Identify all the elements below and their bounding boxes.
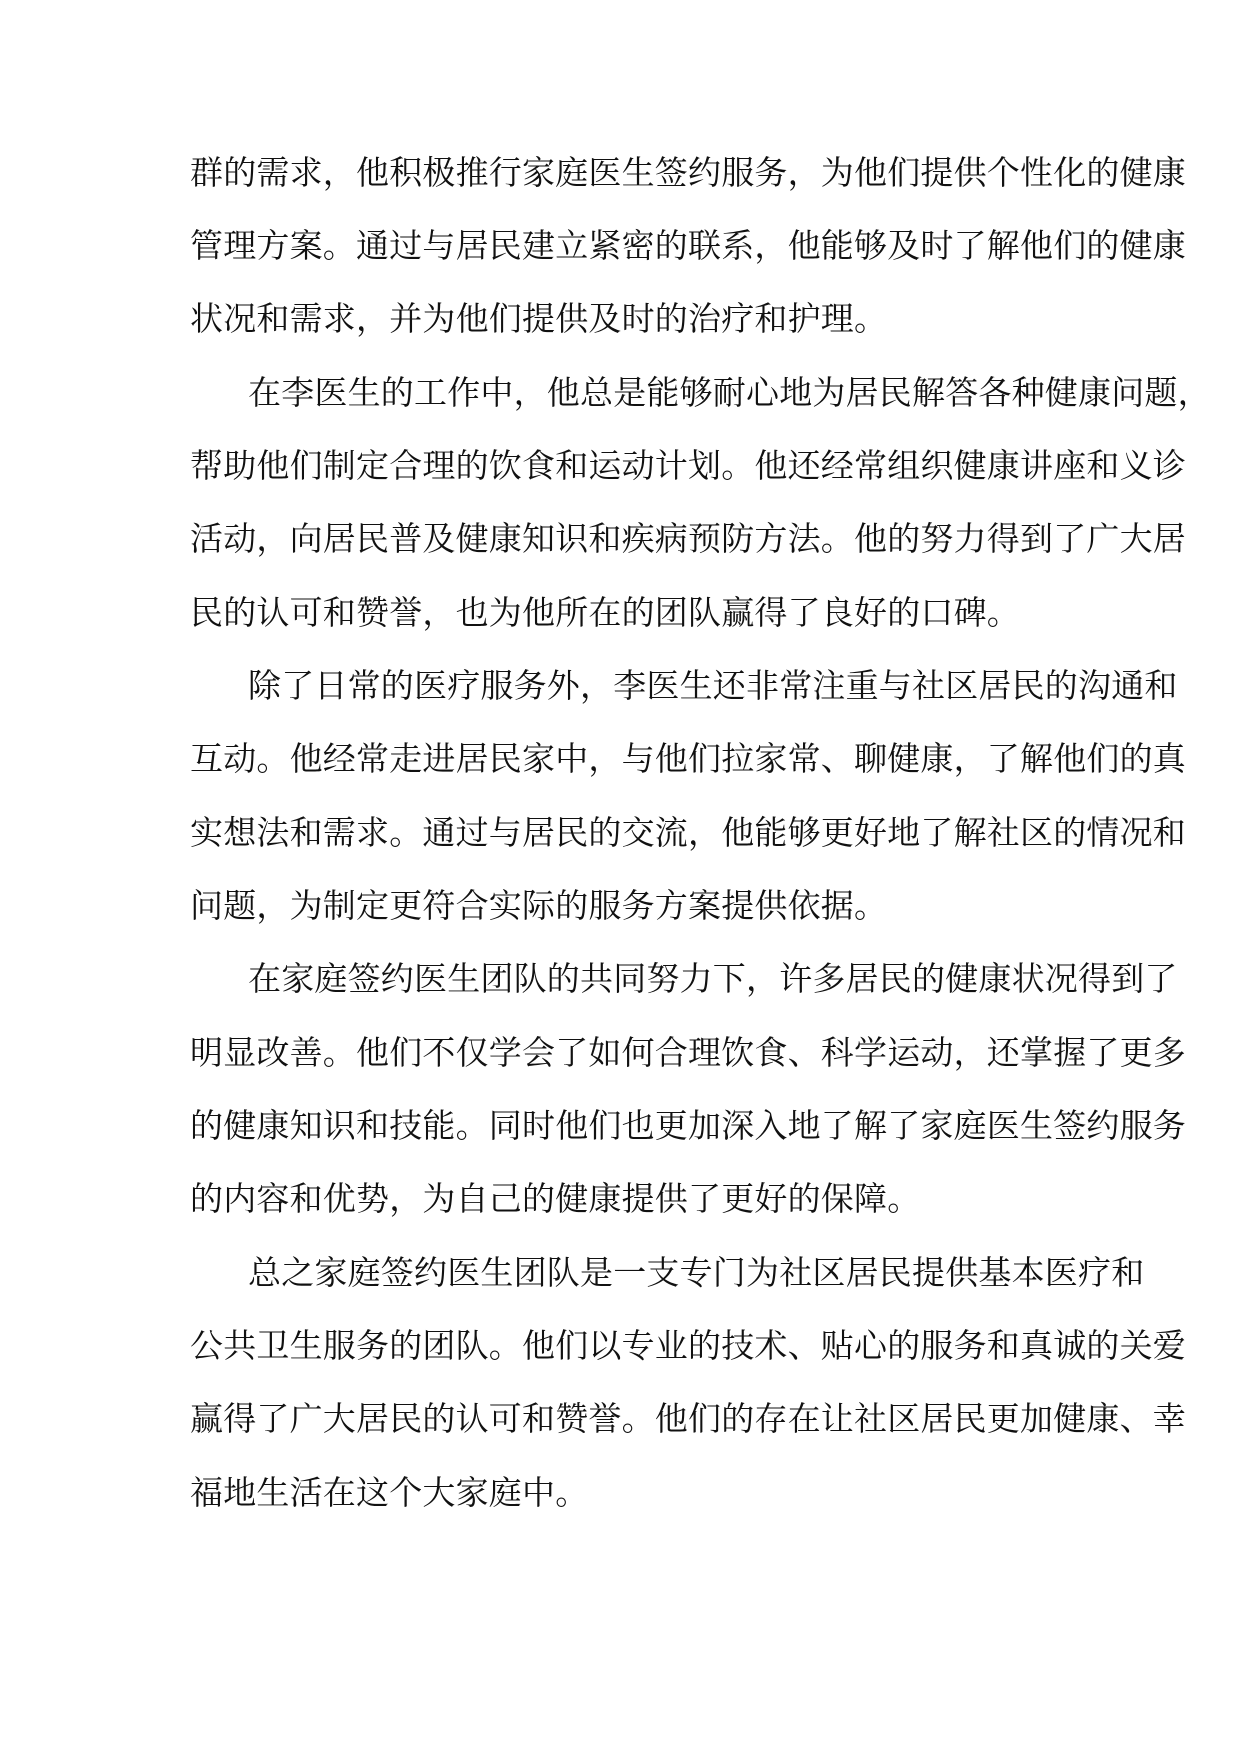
text-line: 赢得了广大居民的认可和赞誉。他们的存在让社区居民更加健康、幸 bbox=[190, 1399, 1186, 1438]
text-line: 问题，为制定更符合实际的服务方案提供依据。 bbox=[190, 886, 888, 925]
paragraph-first-line: 在家庭签约医生团队的共同努力下，许多居民的健康状况得到了 bbox=[248, 959, 1178, 998]
text-line: 活动，向居民普及健康知识和疾病预防方法。他的努力得到了广大居 bbox=[190, 519, 1186, 558]
paragraph-first-line: 除了日常的医疗服务外，李医生还非常注重与社区居民的沟通和 bbox=[248, 666, 1178, 705]
paragraph-first-line: 总之家庭签约医生团队是一支专门为社区居民提供基本医疗和 bbox=[248, 1253, 1145, 1292]
text-line: 管理方案。通过与居民建立紧密的联系，他能够及时了解他们的健康 bbox=[190, 226, 1186, 265]
text-line: 群的需求，他积极推行家庭医生签约服务，为他们提供个性化的健康 bbox=[190, 153, 1186, 192]
text-line: 民的认可和赞誉，也为他所在的团队赢得了良好的口碑。 bbox=[190, 593, 1020, 632]
text-line: 互动。他经常走进居民家中，与他们拉家常、聊健康，了解他们的真 bbox=[190, 739, 1186, 778]
text-line: 的内容和优势，为自己的健康提供了更好的保障。 bbox=[190, 1179, 921, 1218]
text-line: 公共卫生服务的团队。他们以专业的技术、贴心的服务和真诚的关爱 bbox=[190, 1326, 1186, 1365]
text-line: 明显改善。他们不仅学会了如何合理饮食、科学运动，还掌握了更多 bbox=[190, 1033, 1186, 1072]
text-line: 福地生活在这个大家庭中。 bbox=[190, 1473, 589, 1512]
paragraph-first-line: 在李医生的工作中，他总是能够耐心地为居民解答各种健康问题， bbox=[248, 373, 1211, 412]
text-line: 状况和需求，并为他们提供及时的治疗和护理。 bbox=[190, 299, 888, 338]
text-line: 实想法和需求。通过与居民的交流，他能够更好地了解社区的情况和 bbox=[190, 813, 1186, 852]
text-line: 的健康知识和技能。同时他们也更加深入地了解了家庭医生签约服务 bbox=[190, 1106, 1186, 1145]
text-line: 帮助他们制定合理的饮食和运动计划。他还经常组织健康讲座和义诊 bbox=[190, 446, 1186, 485]
